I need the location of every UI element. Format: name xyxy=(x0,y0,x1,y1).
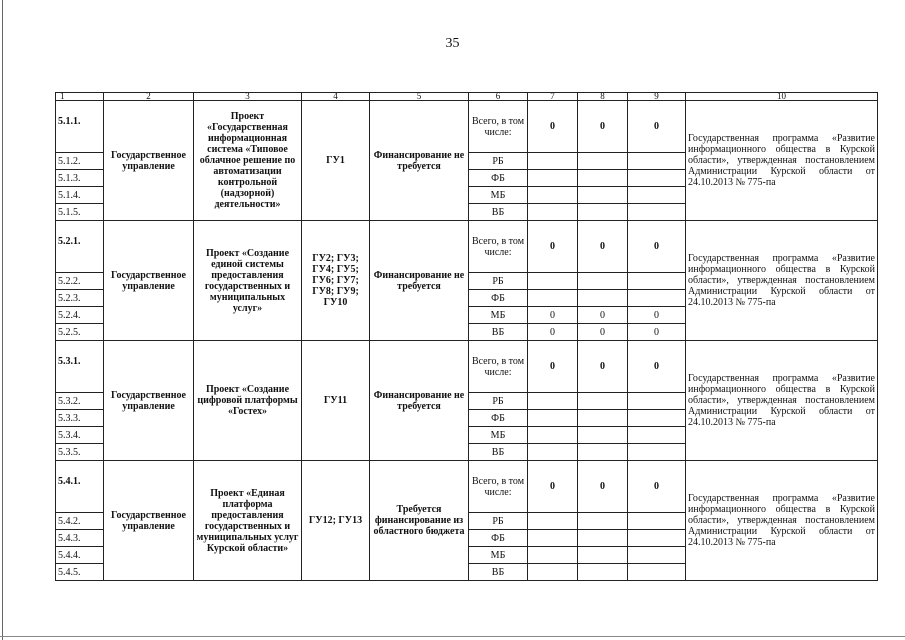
value-col8 xyxy=(578,444,628,461)
value-col9: 0 xyxy=(628,461,686,513)
funding-source-cell: ФБ xyxy=(469,410,528,427)
financing-cell: Финансирование не требуется xyxy=(370,101,469,221)
funding-source-cell: РБ xyxy=(469,273,528,290)
row-code: 5.2.3. xyxy=(56,290,104,307)
column-number: 5 xyxy=(370,93,469,101)
value-col8 xyxy=(578,564,628,581)
funding-source-cell: Всего, в том числе: xyxy=(469,461,528,513)
value-col8: 0 xyxy=(578,324,628,341)
table-row xyxy=(56,221,878,273)
value-col7: 0 xyxy=(528,341,578,393)
value-col8 xyxy=(578,513,628,530)
value-col9 xyxy=(628,564,686,581)
value-col9 xyxy=(628,170,686,187)
value-col7 xyxy=(528,187,578,204)
value-col7: 0 xyxy=(528,101,578,153)
funding-source-cell: ФБ xyxy=(469,170,528,187)
row-code: 5.2.5. xyxy=(56,324,104,341)
value-col7 xyxy=(528,170,578,187)
gu-cell: ГУ2; ГУ3; ГУ4; ГУ5; ГУ6; ГУ7; ГУ8; ГУ9; ГУ10 xyxy=(302,221,370,341)
value-col9 xyxy=(628,187,686,204)
row-code: 5.1.4. xyxy=(56,187,104,204)
value-col7 xyxy=(528,530,578,547)
value-col8 xyxy=(578,273,628,290)
funding-source-cell: РБ xyxy=(469,393,528,410)
gu-cell: ГУ12; ГУ13 xyxy=(302,461,370,581)
funding-source-cell: РБ xyxy=(469,513,528,530)
value-col8 xyxy=(578,393,628,410)
funding-source-cell: Всего, в том числе: xyxy=(469,101,528,153)
funding-source-cell: ФБ xyxy=(469,530,528,547)
value-col9: 0 xyxy=(628,307,686,324)
table-row xyxy=(56,461,878,513)
column-number: 6 xyxy=(469,93,528,101)
row-code: 5.3.1. xyxy=(56,341,104,393)
value-col7 xyxy=(528,290,578,307)
row-code: 5.1.1. xyxy=(56,101,104,153)
funding-source-cell: ВБ xyxy=(469,564,528,581)
value-col7 xyxy=(528,513,578,530)
value-col9 xyxy=(628,290,686,307)
column-number: 8 xyxy=(578,93,628,101)
program-table xyxy=(55,92,878,581)
row-code: 5.4.4. xyxy=(56,547,104,564)
table-row xyxy=(56,101,878,153)
value-col7 xyxy=(528,153,578,170)
financing-cell: Финансирование не требуется xyxy=(370,221,469,341)
column-number-row xyxy=(56,93,878,101)
funding-source-cell: РБ xyxy=(469,153,528,170)
row-code: 5.3.3. xyxy=(56,410,104,427)
project-cell: Проект «Государственная информационная система «Типовое облачное решение по автоматизации контрольной (надзорной) деятельности» xyxy=(194,101,302,221)
note-cell: Государственная программа «Развитие информационного общества в Курской области», утвержденная постановлением Администрации Курской области от 24.10.2013 № 775-па xyxy=(686,461,878,581)
row-code: 5.2.1. xyxy=(56,221,104,273)
value-col7 xyxy=(528,273,578,290)
column-number: 7 xyxy=(528,93,578,101)
value-col9: 0 xyxy=(628,221,686,273)
responsible-cell: Государственное управление xyxy=(104,221,194,341)
note-cell: Государственная программа «Развитие информационного общества в Курской области», утвержденная постановлением Администрации Курской области от 24.10.2013 № 775-па xyxy=(686,341,878,461)
value-col7 xyxy=(528,427,578,444)
column-number: 3 xyxy=(194,93,302,101)
value-col8 xyxy=(578,410,628,427)
funding-source-cell: ВБ xyxy=(469,444,528,461)
page-bottom-edge xyxy=(0,636,905,637)
value-col9 xyxy=(628,204,686,221)
value-col9 xyxy=(628,393,686,410)
column-number: 2 xyxy=(104,93,194,101)
value-col8 xyxy=(578,427,628,444)
funding-source-cell: МБ xyxy=(469,547,528,564)
value-col8: 0 xyxy=(578,341,628,393)
value-col9 xyxy=(628,444,686,461)
note-cell: Государственная программа «Развитие информационного общества в Курской области», утвержденная постановлением Администрации Курской области от 24.10.2013 № 775-па xyxy=(686,101,878,221)
financing-cell: Финансирование не требуется xyxy=(370,341,469,461)
value-col9 xyxy=(628,410,686,427)
value-col7 xyxy=(528,547,578,564)
row-code: 5.3.5. xyxy=(56,444,104,461)
column-number: 4 xyxy=(302,93,370,101)
funding-source-cell: МБ xyxy=(469,307,528,324)
gu-cell: ГУ1 xyxy=(302,101,370,221)
funding-source-cell: МБ xyxy=(469,187,528,204)
column-number: 9 xyxy=(628,93,686,101)
value-col9 xyxy=(628,273,686,290)
value-col7: 0 xyxy=(528,461,578,513)
value-col8 xyxy=(578,530,628,547)
value-col8: 0 xyxy=(578,307,628,324)
responsible-cell: Государственное управление xyxy=(104,341,194,461)
funding-source-cell: ФБ xyxy=(469,290,528,307)
value-col8: 0 xyxy=(578,221,628,273)
funding-source-cell: Всего, в том числе: xyxy=(469,341,528,393)
responsible-cell: Государственное управление xyxy=(104,461,194,581)
value-col9 xyxy=(628,427,686,444)
value-col8 xyxy=(578,204,628,221)
value-col7 xyxy=(528,410,578,427)
value-col7 xyxy=(528,393,578,410)
funding-source-cell: ВБ xyxy=(469,324,528,341)
value-col9 xyxy=(628,547,686,564)
value-col9: 0 xyxy=(628,101,686,153)
value-col9: 0 xyxy=(628,324,686,341)
value-col8: 0 xyxy=(578,101,628,153)
value-col7: 0 xyxy=(528,221,578,273)
page-number: 35 xyxy=(445,36,460,51)
page-left-edge xyxy=(2,0,3,640)
row-code: 5.1.2. xyxy=(56,153,104,170)
row-code: 5.4.2. xyxy=(56,513,104,530)
row-code: 5.4.3. xyxy=(56,530,104,547)
value-col8 xyxy=(578,153,628,170)
value-col8 xyxy=(578,170,628,187)
row-code: 5.2.4. xyxy=(56,307,104,324)
row-code: 5.3.4. xyxy=(56,427,104,444)
responsible-cell: Государственное управление xyxy=(104,101,194,221)
column-number: 1 xyxy=(56,93,104,101)
project-cell: Проект «Единая платформа предоставления государственных и муниципальных услуг Курской области» xyxy=(194,461,302,581)
table-body xyxy=(56,93,878,581)
project-cell: Проект «Создание цифровой платформы «Гостех» xyxy=(194,341,302,461)
value-col7: 0 xyxy=(528,324,578,341)
value-col7 xyxy=(528,204,578,221)
project-cell: Проект «Создание единой системы предоставления государственных и муниципальных услуг» xyxy=(194,221,302,341)
value-col7 xyxy=(528,564,578,581)
value-col8: 0 xyxy=(578,461,628,513)
value-col9 xyxy=(628,513,686,530)
row-code: 5.1.5. xyxy=(56,204,104,221)
row-code: 5.2.2. xyxy=(56,273,104,290)
value-col7: 0 xyxy=(528,307,578,324)
gu-cell: ГУ11 xyxy=(302,341,370,461)
value-col9 xyxy=(628,153,686,170)
row-code: 5.4.1. xyxy=(56,461,104,513)
note-cell: Государственная программа «Развитие информационного общества в Курской области», утвержденная постановлением Администрации Курской области от 24.10.2013 № 775-па xyxy=(686,221,878,341)
row-code: 5.1.3. xyxy=(56,170,104,187)
value-col9 xyxy=(628,530,686,547)
column-number: 10 xyxy=(686,93,878,101)
value-col8 xyxy=(578,290,628,307)
row-code: 5.3.2. xyxy=(56,393,104,410)
financing-cell: Требуется финансирование из областного бюджета xyxy=(370,461,469,581)
value-col7 xyxy=(528,444,578,461)
value-col8 xyxy=(578,187,628,204)
row-code: 5.4.5. xyxy=(56,564,104,581)
table-row xyxy=(56,341,878,393)
funding-source-cell: ВБ xyxy=(469,204,528,221)
value-col9: 0 xyxy=(628,341,686,393)
value-col8 xyxy=(578,547,628,564)
funding-source-cell: МБ xyxy=(469,427,528,444)
funding-source-cell: Всего, в том числе: xyxy=(469,221,528,273)
